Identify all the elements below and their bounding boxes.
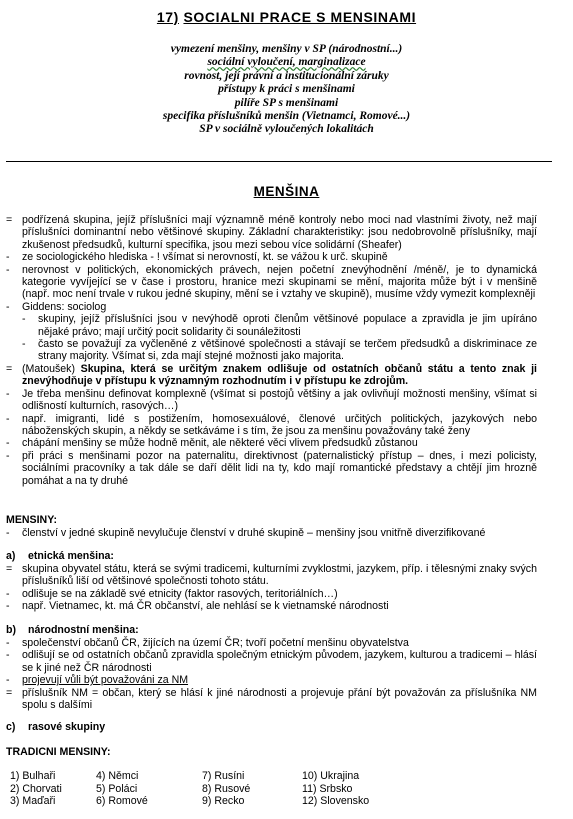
list-item: - např. imigranti, lidé s postižením, homosexuálové, členové určitých politických, jazykových nebo náboženských skupin, a někdy se setkáváme i s tím, že jsou za menšinu považovány také ženy	[6, 412, 537, 437]
section-a-heading: a) etnická menšina:	[6, 550, 114, 562]
list-item: - členství v jedné skupině nevylučuje členství v druhé skupině – menšiny jsou vnitřně diverzifikované	[6, 527, 486, 539]
list-item: - často se považují za vyčleněné z většinové společnosti a stávají se terčem předsudků a diskriminace ze strany majority. Všímat si, zda mají stejné možnosti jako majorita.	[22, 338, 537, 363]
list-item: - odlišují se od ostatních občanů zpravidla společným etnickým původem, jazykem, kulturou a tradicemi – hlásí se k jiné než ČR národnosti	[6, 649, 537, 674]
mensiny-block	[0, 527, 573, 539]
topics-list	[0, 43, 573, 137]
topic-item: specifika příslušníků menšin (Vietnamci, Romové...)	[162, 110, 411, 123]
section-b-block	[0, 637, 573, 711]
title-number: 17)	[156, 9, 179, 25]
page-title	[0, 11, 573, 23]
list-item: - Giddens: sociolog	[6, 300, 107, 313]
list-item: = podřízená skupina, jejíž příslušníci mají významně méně kontroly nebo moci nad vlastními životy, než mají příslušníci dominantní nebo většinové skupiny. Základní charakteristiky: jsou nedobrovolně příslušníky, mají zkušenost předsudků, kulturní specifika, jsou mezi sebou více solidární (Sheafer)	[6, 214, 537, 251]
topic-item: SP v sociálně vyloučených lokalitách	[199, 123, 374, 136]
list-item: - chápání menšiny se může hodně měnit, ale některé věci vlivem předsudků zůstanou	[6, 437, 418, 450]
list-item: = skupina obyvatel státu, která se svými tradicemi, kulturními zvyklostmi, jazykem, příp. i tělesnými znaky svých příslušníků liší od většinové společnosti tohoto státu.	[6, 563, 537, 588]
list-item: - projevují vůli být považováni za NM	[6, 674, 189, 687]
list-item: - při práci s menšinami pozor na paternalitu, direktivnost (paternalistický přístup – dnes, i mezi policisty, sociálními pracovníky a tak dále se daří dělit lidi na ty, kdo mají romantické představy a chtějí jim hrozně pomáhat a na ty druhé	[6, 449, 537, 487]
topic-item: rovnost, její právní a institucionální záruky	[184, 69, 389, 82]
horizontal-divider	[6, 161, 552, 162]
list-row: 2) Chorvati 5) Poláci 8) Rusové 11) Srbsko	[10, 782, 353, 795]
topic-item: sociální vyloučení, marginalizace	[207, 56, 366, 69]
list-item: = (Matoušek) Skupina, která se určitým znakem odlišuje od ostatních občanů státu a tento znak ji znevýhodňuje v přístupu k významným rozhodnutím i v přístupu ke zdrojům.	[6, 362, 537, 388]
list-item: = příslušník NM = občan, který se hlásí k jiné národnosti a projevuje přání být považován za příslušníka NM spolu s dalšími	[6, 686, 537, 712]
mensiny-label: MENSINY:	[6, 514, 58, 526]
section-b-heading: b) národnostní menšina:	[6, 624, 139, 636]
list-item: - např. Vietnamec, kt. má ČR občanství, ale nehlásí se k vietnamské národnosti	[6, 600, 389, 613]
section-a-block	[0, 563, 573, 613]
topic-item: pilíře SP s menšinami	[234, 96, 339, 109]
list-item: - ze sociologického hlediska - ! všímat si nerovností, kt. se vážou k urč. skupině	[6, 251, 388, 264]
title-text: SOCIALNI PRACE S MENSINAMI	[183, 9, 417, 25]
topic-item: přístupy k práci s menšinami	[218, 83, 355, 96]
definition-block	[0, 214, 573, 487]
list-item: - nerovnost v politických, ekonomických právech, nejen početní znevýhodnění /méně/, je to dynamická kategorie vyvíjející se v čase i prostoru, hranice mezi skupinami se mění, majorita může být i v menšině (např. moc není trvale v rukou jedné skupiny, mění se i vztahy ve skupině), musíme vždy vymezit komplexněji	[6, 263, 537, 301]
traditional-minorities-list	[10, 770, 430, 808]
list-row: 1) Bulhaři 4) Němci 7) Rusíni 10) Ukrajina	[10, 770, 360, 782]
section-heading: MENŠINA	[253, 184, 320, 199]
tradicni-label: TRADICNI MENSINY:	[6, 746, 111, 758]
list-item: - Je třeba menšinu definovat komplexně (všímat si postojů většiny a jak ovlivňují možnosti menšiny, všímat si odlišností kulturních, rasových…)	[6, 387, 537, 413]
list-item: - odlišuje se na základě své etnicity (faktor rasových, teritoriálních…)	[6, 587, 338, 600]
list-item: - společenství občanů ČR, žijících na území ČR; tvoří početní menšinu obyvatelstva	[6, 637, 409, 649]
list-row: 3) Maďaři 6) Romové 9) Recko 12) Slovensko	[10, 795, 370, 808]
topic-item: vymezení menšiny, menšiny v SP (národnostní...)	[170, 43, 403, 55]
section-c-heading: c) rasové skupiny	[6, 721, 106, 733]
list-item: - skupiny, jejíž příslušníci jsou v nevýhodě oproti členům většinové populace a zpravidla je jim upíráno nějaké právo; mají určitý pocit solidarity či sounáležitosti	[22, 313, 537, 338]
